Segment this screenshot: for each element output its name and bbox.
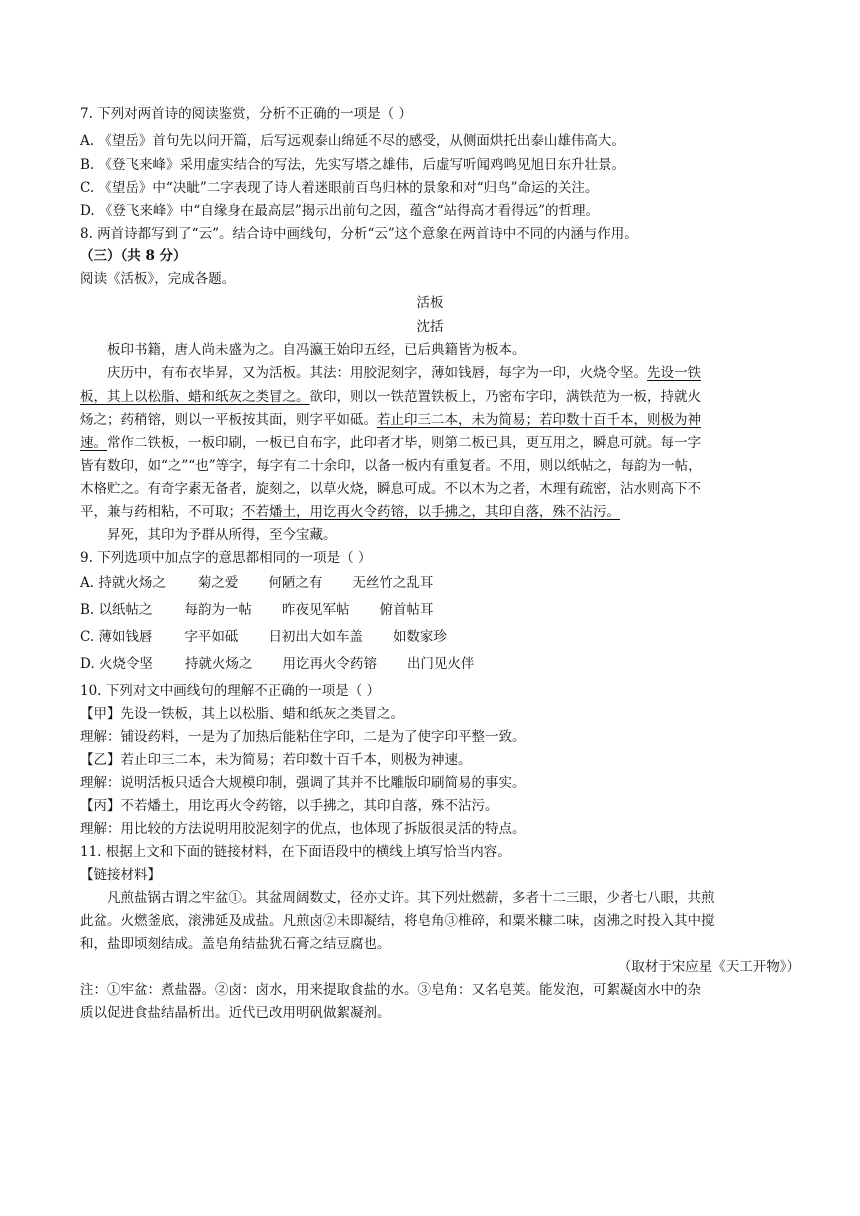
q10-jia-understanding: 理解：铺设药料，一是为了加热后能粘住字印，二是为了使字印平整一致。 xyxy=(80,729,526,745)
q7-option-c: C. 《望岳》中“决眦”二字表现了诗人着迷眼前百鸟归林的景象和对“归鸟”命运的关注。 xyxy=(80,180,599,196)
q9-option-d xyxy=(80,653,800,675)
q9-option-text: B. 以纸帖之 xyxy=(80,602,153,618)
q9-option-text: 每韵为一帖 xyxy=(184,602,253,618)
essay-paragraph-2-line-7 xyxy=(80,501,800,523)
q10-bing-understanding: 理解：用比较的方法说明用胶泥刻字的优点，也体现了拆版很灵活的特点。 xyxy=(80,821,526,837)
essay-paragraph-2-line-5: 皆有数印，如“之”“也”等字，每字有二十余印，以备一板内有重复者。不用，则以纸帖之，每韵为一帖， xyxy=(80,458,702,474)
underline-yi: 若止印三二本，未为简易；若印数十百千本，则极为神 xyxy=(377,412,701,428)
q9-option-text: 日初出大如车盖 xyxy=(268,629,363,645)
q11-stem: 11. 根据上文和下面的链接材料，在下面语段中的横线上填写恰当内容。 xyxy=(80,844,511,860)
q9-stem: 9. 下列选项中加点字的意思都相同的一项是（ ） xyxy=(80,550,372,566)
q9-option-text: 用讫再火令药镕 xyxy=(282,656,377,672)
essay-text: 常作二铁板，一板印刷，一板已自布字，此印者才毕，则第二板已具，更互用之，瞬息可就。每一字 xyxy=(107,435,701,451)
essay-paragraph-2-line-2 xyxy=(80,386,800,408)
essay-paragraph-1: 板印书籍，唐人尚未盛为之。自冯瀛王始印五经，已后典籍皆为板本。 xyxy=(107,342,526,358)
q9-option-text: 昨夜见军帖 xyxy=(282,602,350,618)
q9-option-text: 字平如砥 xyxy=(184,629,239,645)
essay-paragraph-2-line-6: 木格贮之。有奇字素无备者，旋刻之，以草火烧，瞬息可成。不以木为之者，木理有疏密，沾水则高下不 xyxy=(80,481,701,497)
q11-note-line-1: 注：①牢盆：煮盐器。②卤：卤水，用来提取食盐的水。③皂角：又名皂荚。能发泡，可絮凝卤水中的杂 xyxy=(80,982,701,998)
q11-material-line-2: 此盆。火燃釜底，滚沸延及成盐。凡煎卤②未即凝结，将皂角③椎碎，和粟米糠二味，卤沸之时投入其中搅 xyxy=(80,913,715,929)
q7-option-b: B. 《登飞来峰》采用虚实结合的写法，先实写塔之雄伟，后虚写听闻鸡鸣见旭日东升壮景。 xyxy=(80,157,626,173)
q7-stem: 7. 下列对两首诗的阅读鉴赏，分析不正确的一项是（ ） xyxy=(80,106,412,122)
q9-option-text: D. 火烧令坚 xyxy=(80,656,153,672)
q10-yi-understanding: 理解：说明活板只适合大规模印制，强调了其并不比雕版印刷简易的事实。 xyxy=(80,775,526,791)
q10-jia: 【甲】先设一铁板，其上以松脂、蜡和纸灰之类冒之。 xyxy=(80,706,404,722)
q9-option-text: 何陋之有 xyxy=(268,575,323,591)
q9-option-text: 无丝竹之乱耳 xyxy=(352,575,434,591)
q7-option-a: A. 《望岳》首句先以问开篇，后写远观泰山绵延不尽的感受，从侧面烘托出泰山雄伟高大。 xyxy=(80,133,625,149)
q11-material-line-1: 凡煎盐锅古谓之牢盆①。其盆周阔数丈，径亦丈许。其下列灶燃薪，多者十二三眼，少者七八眼，共煎 xyxy=(107,890,715,906)
section-intro: 阅读《活板》，完成各题。 xyxy=(80,271,236,287)
section-heading: （三）（共 8 分） xyxy=(80,248,187,264)
essay-text: 庆历中，有布衣毕昇，又为活板。其法：用胶泥刻字，薄如钱唇，每字为一印，火烧令坚。 xyxy=(107,365,647,381)
q9-option-text: 如数家珍 xyxy=(392,629,447,645)
q9-option-text: 持就火炀之 xyxy=(184,656,253,672)
q9-option-text: 俯首帖耳 xyxy=(379,602,434,618)
q11-label: 【链接材料】 xyxy=(80,867,161,883)
underline-bing: 不若燔土，用讫再火令药镕，以手拂之，其印自落，殊不沾污。 xyxy=(242,504,620,520)
essay-paragraph-3: 昇死，其印为予群从所得，至今宝藏。 xyxy=(107,527,337,543)
q9-option-text: 菊之爱 xyxy=(197,575,239,591)
underline-jia: 先设一铁 xyxy=(647,365,701,381)
q11-source: （取材于宋应星《天工开物》） xyxy=(617,959,800,975)
q10-yi: 【乙】若止印三二本，未为简易；若印数十百千本，则极为神速。 xyxy=(80,752,472,768)
q10-stem: 10. 下列对文中画线句的理解不正确的一项是（ ） xyxy=(80,683,381,699)
q8-stem: 8. 两首诗都写到了“云”。结合诗中画线句，分析“云”这个意象在两首诗中不同的内涵与作用。 xyxy=(80,226,638,242)
q9-option-b xyxy=(80,599,800,621)
essay-text: 平，兼与药相粘，不可取； xyxy=(80,504,242,520)
q11-note-line-2: 质以促进食盐结晶析出。近代已改用明矾做絮凝剂。 xyxy=(80,1005,391,1021)
q9-option-a xyxy=(80,572,800,594)
essay-paragraph-2-line-3 xyxy=(80,409,800,431)
q9-option-text: C. 薄如钱唇 xyxy=(80,629,153,645)
q9-option-text: A. 持就火炀之 xyxy=(80,575,166,591)
essay-title: 活板 xyxy=(416,295,444,311)
q9-option-c xyxy=(80,626,800,648)
essay-text: 欲印，则以一铁范置铁板上，乃密布字印，满铁范为一板，持就火 xyxy=(309,389,701,405)
q9-option-text: 出门见火伴 xyxy=(406,656,475,672)
essay-paragraph-2-line-4 xyxy=(80,432,800,454)
q11-material-line-3: 和，盐即顷刻结成。盖皂角结盐犹石膏之结豆腐也。 xyxy=(80,936,391,952)
underline-jia: 板，其上以松脂、蜡和纸灰之类冒之。 xyxy=(80,389,310,405)
essay-text: 炀之；药稍镕，则以一平板按其面，则字平如砥。 xyxy=(80,412,377,428)
q7-option-d: D. 《登飞来峰》中“自缘身在最高层”揭示出前句之因，蕴含“站得高才看得远”的哲理。 xyxy=(80,203,600,219)
essay-author: 沈括 xyxy=(416,319,444,335)
q10-bing: 【丙】不若燔土，用讫再火令药镕，以手拂之，其印自落，殊不沾污。 xyxy=(80,798,499,814)
essay-paragraph-2-line-1 xyxy=(80,362,800,384)
underline-yi: 速。 xyxy=(80,435,107,451)
